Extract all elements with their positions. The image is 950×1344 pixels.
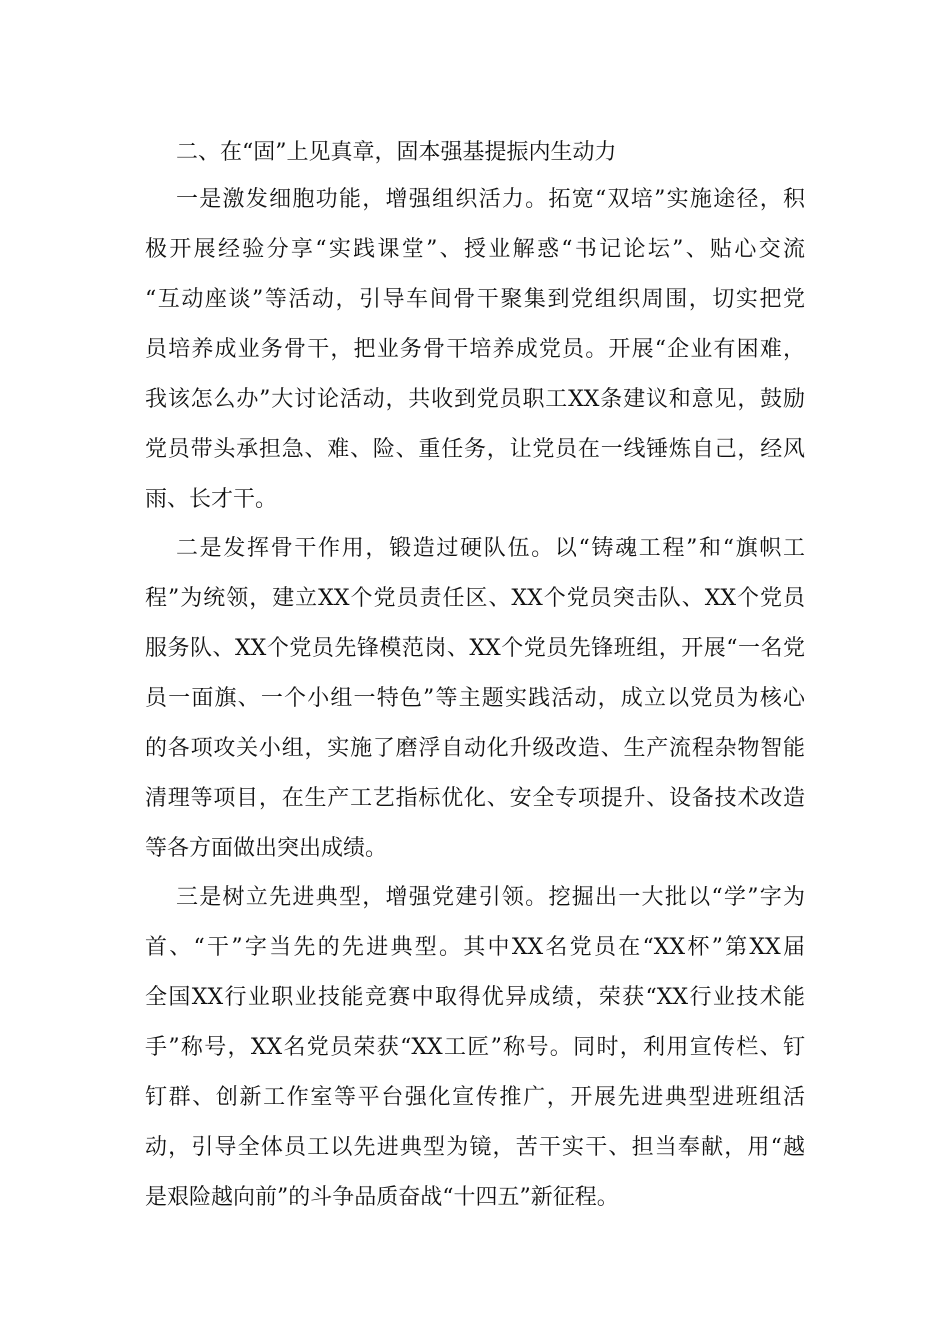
paragraph-2-line-2: 程”为统领，建立XX个党员责任区、XX个党员突击队、XX个党员 <box>145 586 805 611</box>
paragraph-3-line-5: 钉群、创新工作室等平台强化宣传推广，开展先进典型进班组活 <box>145 1085 805 1110</box>
paragraph-3-line-1: 三是树立先进典型，增强党建引领。挖掘出一大批以“学”字为 <box>176 885 805 910</box>
paragraph-2-line-5: 的各项攻关小组，实施了磨浮自动化升级改造、生产流程杂物智能 <box>145 736 805 761</box>
section-heading: 二、在“固”上见真章，固本强基提振内生动力 <box>176 140 617 165</box>
paragraph-1-line-4: 员培养成业务骨干，把业务骨干培养成党员。开展“企业有困难， <box>145 337 805 362</box>
paragraph-3-line-6: 动，引导全体员工以先进典型为镜，苦干实干、担当奉献，用“越 <box>145 1135 805 1160</box>
paragraph-2-line-1: 二是发挥骨干作用，锻造过硬队伍。以“铸魂工程”和“旗帜工 <box>176 536 805 561</box>
paragraph-2-line-4: 员一面旗、一个小组一特色”等主题实践活动，成立以党员为核心 <box>145 686 805 711</box>
paragraph-1-line-2: 极开展经验分享“实践课堂”、授业解惑“书记论坛”、贴心交流 <box>145 237 805 262</box>
paragraph-3-line-4: 手”称号，XX名党员荣获“XX工匠”称号。同时，利用宣传栏、钉 <box>145 1035 805 1060</box>
paragraph-3-line-2: 首、“干”字当先的先进典型。其中XX名党员在“XX杯”第XX届 <box>145 935 805 960</box>
paragraph-1-line-3: “互动座谈”等活动，引导车间骨干聚集到党组织周围，切实把党 <box>145 287 805 312</box>
paragraph-3-line-3: 全国XX行业职业技能竞赛中取得优异成绩，荣获“XX行业技术能 <box>145 985 805 1010</box>
paragraph-2-line-6: 清理等项目，在生产工艺指标优化、安全专项提升、设备技术改造 <box>145 786 805 811</box>
paragraph-1-line-7: 雨、长才干。 <box>145 487 278 512</box>
paragraph-2-line-3: 服务队、XX个党员先锋模范岗、XX个党员先锋班组，开展“一名党 <box>145 636 805 661</box>
paragraph-1-line-5: 我该怎么办”大讨论活动，共收到党员职工XX条建议和意见，鼓励 <box>145 387 805 412</box>
paragraph-3-line-7: 是艰险越向前”的斗争品质奋战“十四五”新征程。 <box>145 1185 619 1210</box>
paragraph-1-line-1: 一是激发细胞功能，增强组织活力。拓宽“双培”实施途径，积 <box>176 187 805 212</box>
paragraph-1-line-6: 党员带头承担急、难、险、重任务，让党员在一线锤炼自己，经风 <box>145 437 805 462</box>
paragraph-2-line-7: 等各方面做出突出成绩。 <box>145 836 388 861</box>
